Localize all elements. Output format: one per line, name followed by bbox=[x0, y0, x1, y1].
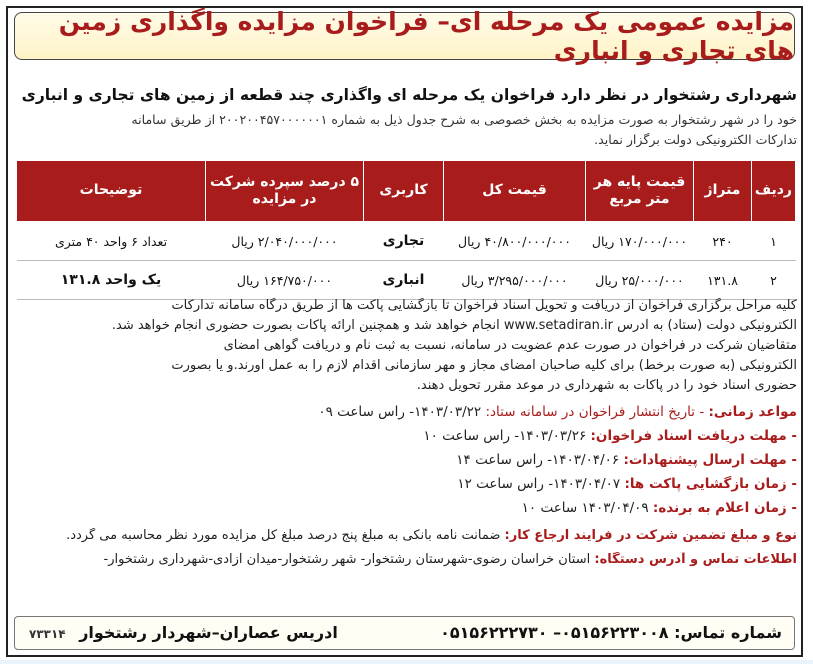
page-title: مزایده عمومی یک مرحله ای– فراخوان مزایده واگذاری زمین های تجاری و انباری bbox=[58, 7, 794, 65]
footer-bar bbox=[14, 616, 795, 650]
cell-notes: تعداد ۶ واحد ۴۰ متری bbox=[17, 222, 206, 261]
table-header-row bbox=[17, 161, 796, 222]
table-row bbox=[17, 261, 796, 300]
cell-total-price: ۳/۲۹۵/۰۰۰/۰۰۰ ریال bbox=[444, 261, 586, 300]
contact-label: اطلاعات تماس و آدرس دستگاه: bbox=[594, 552, 797, 567]
cell-row-no: ۱ bbox=[752, 222, 796, 261]
schedule-label: - تاریخ انتشار فراخوان در سامانه ستاد: bbox=[485, 404, 705, 420]
schedule-value: ۱۴۰۳/۰۳/۲۶- راس ساعت ۱۰ bbox=[423, 428, 591, 444]
cell-deposit: ۲/۰۴۰/۰۰۰/۰۰۰ ریال bbox=[206, 222, 364, 261]
body-line-2: الکترونیکی دولت (ستاد) به آدرس www.setadiran.ir انجام خواهد شد و همچنین ارائه پاکات بصورت حضوری انجام خواهد شد. bbox=[111, 318, 797, 333]
cell-unit-price: ۲۵/۰۰۰/۰۰۰ ریال bbox=[586, 261, 694, 300]
col-header-usage: کاربری bbox=[364, 161, 444, 222]
cell-notes: یک واحد ۱۳۱.۸ bbox=[17, 261, 206, 300]
bottom-stripe bbox=[0, 660, 813, 664]
cell-usage: تجاری bbox=[364, 222, 444, 261]
ad-code: ۷۳۳۱۴ bbox=[29, 627, 66, 641]
contact-line bbox=[104, 552, 797, 567]
contact-value: استان خراسان رضوی-شهرستان رشتخوار- شهر رشتخوار-میدان آزادی-شهرداری رشتخوار- bbox=[103, 552, 595, 567]
col-header-notes: توضیحات bbox=[17, 161, 206, 222]
col-header-unit-price: قیمت پایه هر متر مربع bbox=[586, 161, 694, 222]
cell-row-no: ۲ bbox=[752, 261, 796, 300]
cell-usage: انباری bbox=[364, 261, 444, 300]
col-header-total-price: قیمت کل bbox=[444, 161, 586, 222]
schedule-line-2 bbox=[423, 428, 797, 444]
phone-block bbox=[440, 623, 782, 642]
cell-area: ۲۴۰ bbox=[694, 222, 752, 261]
schedule-label: - زمان اعلام به برنده: bbox=[652, 500, 797, 516]
guarantee-line bbox=[66, 528, 797, 543]
col-header-area: متراژ bbox=[694, 161, 752, 222]
intro-line-1: خود را در شهر رشتخوار به صورت مزایده به بخش خصوصی به شرح جدول ذیل به شماره ۲۰۰۲۰۰۴۵۷۰۰۰۰۰۰۱ از طریق سامانه bbox=[131, 112, 797, 127]
schedule-line-4 bbox=[457, 476, 797, 492]
schedule-value: ۱۴۰۳/۰۴/۰۹ ساعت ۱۰ bbox=[521, 500, 653, 516]
schedule-line-3 bbox=[456, 452, 797, 468]
schedule-heading: مواعد زمانی: bbox=[708, 404, 797, 420]
schedule-line-1 bbox=[318, 404, 797, 420]
lots-table bbox=[16, 160, 796, 300]
title-banner bbox=[14, 7, 795, 65]
table-row bbox=[17, 222, 796, 261]
cell-area: ۱۳۱.۸ bbox=[694, 261, 752, 300]
cell-deposit: ۱۶۴/۷۵۰/۰۰۰ ریال bbox=[206, 261, 364, 300]
cell-unit-price: ۱۷۰/۰۰۰/۰۰۰ ریال bbox=[586, 222, 694, 261]
schedule-value: ۱۴۰۳/۰۴/۰۶- راس ساعت ۱۴ bbox=[456, 452, 624, 468]
schedule-line-5 bbox=[522, 500, 797, 516]
schedule-label: - زمان بازگشایی پاکت ها: bbox=[624, 476, 797, 492]
schedule-label: - مهلت ارسال پیشنهادات: bbox=[623, 452, 797, 468]
schedule-value: ۱۴۰۳/۰۴/۰۷- راس ساعت ۱۲ bbox=[457, 476, 625, 492]
body-line-1: کلیه مراحل برگزاری فراخوان از دریافت و تحویل اسناد فراخوان تا بازگشایی پاکت ها از طریق درگاه سامانه تدارکات bbox=[171, 298, 797, 313]
phone-label: شماره تماس: bbox=[674, 623, 782, 642]
mayor-signature: ادریس عصاران–شهردار رشتخوار bbox=[79, 623, 338, 642]
phone-numbers: ۰۵۱۵۶۲۲۳۰۰۸– ۰۵۱۵۶۲۲۲۷۳۰ bbox=[440, 623, 669, 642]
cell-total-price: ۴۰/۸۰۰/۰۰۰/۰۰۰ ریال bbox=[444, 222, 586, 261]
col-header-row-no: ردیف bbox=[752, 161, 796, 222]
schedule-value: ۱۴۰۳/۰۳/۲۲- راس ساعت ۰۹ bbox=[318, 404, 486, 420]
guarantee-value: ضمانت نامه بانکی به مبلغ پنج درصد مبلغ کل مزایده مورد نظر محاسبه می گردد. bbox=[66, 528, 505, 543]
body-line-4: الکترونیکی (به صورت برخط) برای کلیه صاحبان امضای مجاز و مهر سازمانی اقدام لازم را به عمل آورند.و یا بصورت bbox=[171, 358, 797, 373]
intro-line-2: تدارکات الکترونیکی دولت برگزار نماید. bbox=[594, 132, 797, 147]
signature-block bbox=[29, 623, 338, 642]
col-header-deposit: ۵ درصد سپرده شرکت در مزایده bbox=[206, 161, 364, 222]
guarantee-label: نوع و مبلغ تضمین شرکت در فرایند ارجاع کار: bbox=[504, 528, 797, 543]
schedule-label: - مهلت دریافت اسناد فراخوان: bbox=[590, 428, 797, 444]
body-line-5: حضوری اسناد خود را در پاکات به شهرداری در موعد مقرر تحویل دهند. bbox=[416, 378, 797, 393]
body-line-3: متقاضیان شرکت در فراخوان در صورت عدم عضویت در سامانه، نسبت به ثبت نام و دریافت گواهی امضای bbox=[223, 338, 797, 353]
lead-sentence: شهرداری رشتخوار در نظر دارد فراخوان یک مرحله ای واگذاری چند قطعه از زمین های تجاری و انباری bbox=[21, 86, 797, 104]
